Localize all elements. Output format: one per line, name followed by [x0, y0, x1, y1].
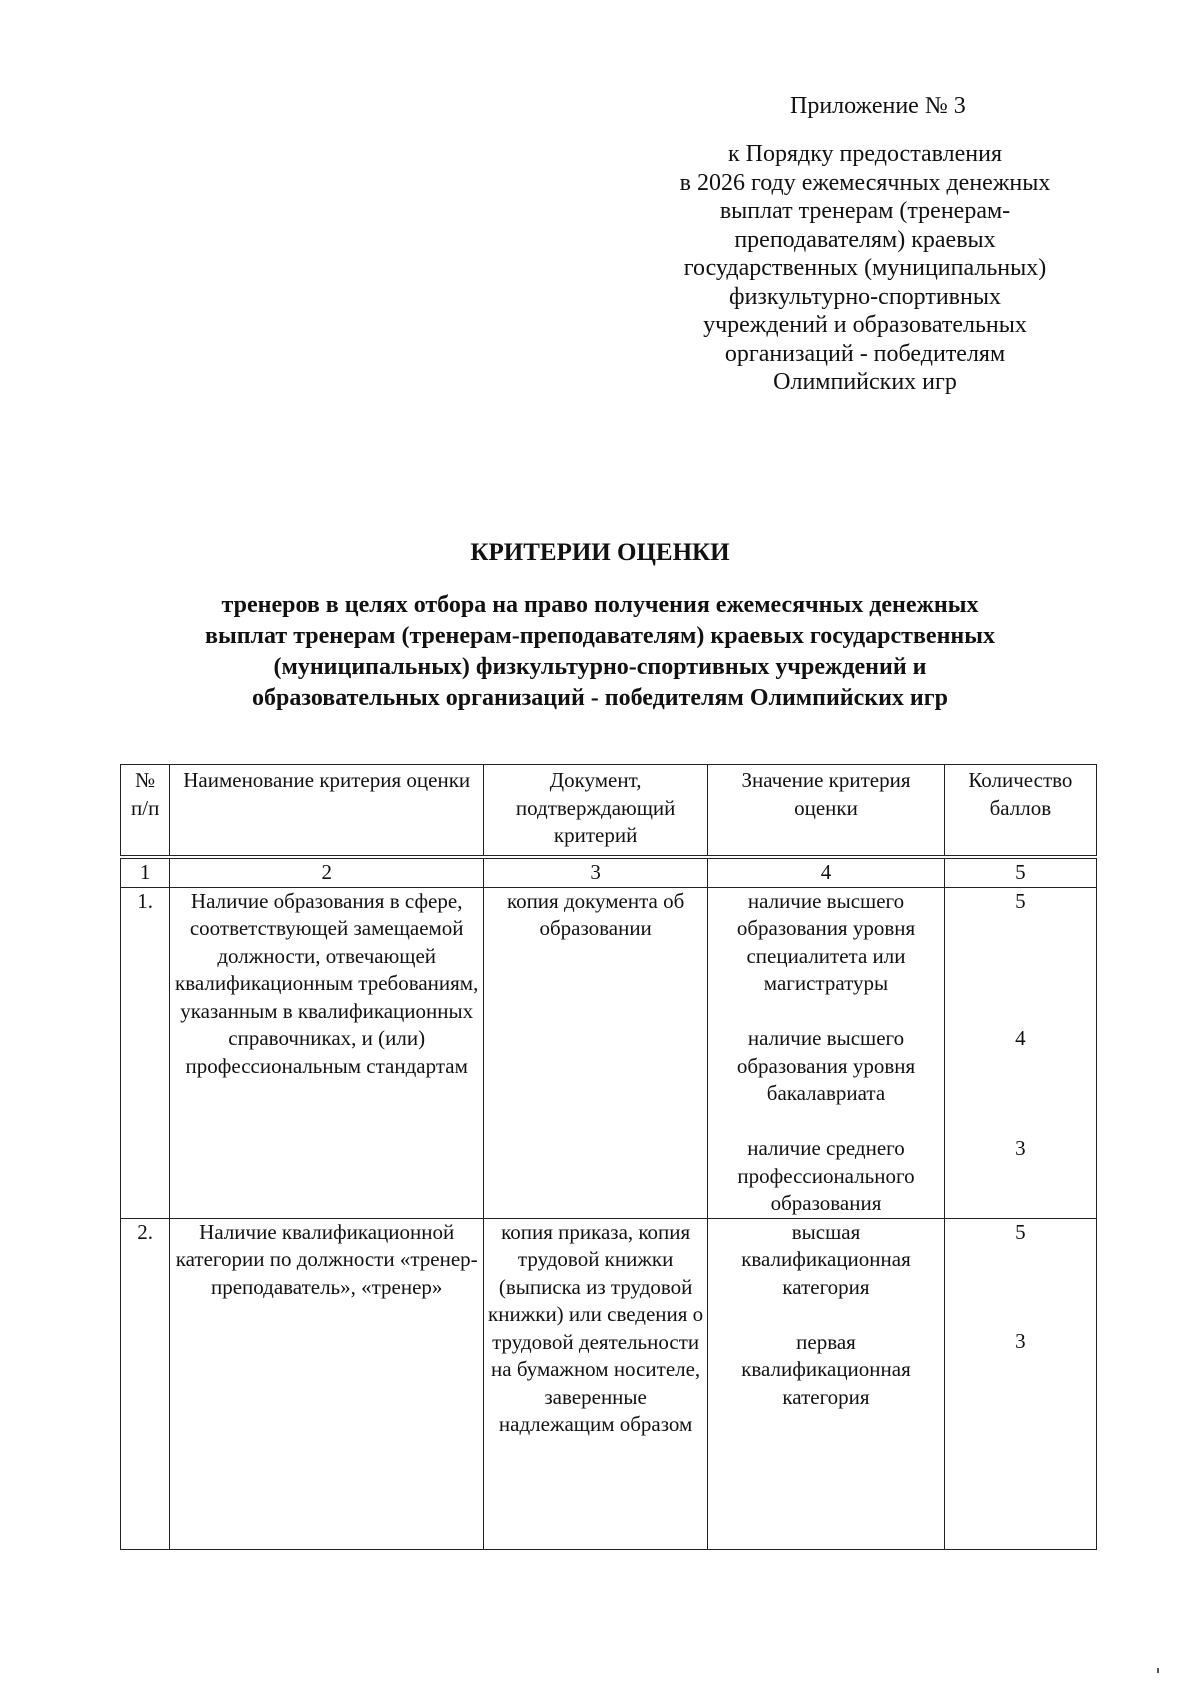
criterion-value: высшая квалификационная категория — [741, 1219, 911, 1299]
criterion-name: Наличие квалификационной категории по должности «тренер-преподаватель», «тренер» — [170, 1218, 484, 1549]
annex-line: выплат тренерам (тренерам- — [719, 198, 1011, 224]
annex-line: учреждений и образовательных — [703, 312, 1027, 338]
annex-reference — [630, 140, 1100, 397]
column-number: 4 — [708, 857, 945, 887]
annex-line: к Порядку предоставления — [727, 141, 1002, 167]
column-number: 3 — [484, 857, 708, 887]
points-value: 3 — [1015, 1329, 1026, 1353]
subtitle-line: тренеров в целях отбора на право получения ежемесячных денежных — [221, 592, 979, 618]
header-cell-num: № п/п — [121, 765, 170, 858]
header-cell-points: Количество баллов — [944, 765, 1096, 858]
criterion-name: Наличие образования в сфере, соответствующей замещаемой должности, отвечающей квалификационным требованиям, указанным в квалификационных справочниках, и (или) профессиональным стандартам — [170, 887, 484, 1218]
header-cell-value: Значение критерия оценки — [708, 765, 945, 858]
criterion-points — [944, 1218, 1096, 1549]
points-value: 5 — [1015, 888, 1026, 913]
annex-line: в 2026 году ежемесячных денежных — [679, 169, 1051, 196]
document-subtitle — [100, 590, 1100, 714]
points-value: 4 — [1015, 1026, 1026, 1050]
criterion-value: наличие высшего образования уровня специалитета или магистратуры — [736, 888, 916, 995]
scan-mark — [1157, 1668, 1159, 1673]
criterion-document: копия приказа, копия трудовой книжки (выписка из трудовой книжки) или сведения о трудовой деятельности на бумажном носителе, заверенные надлежащим образом — [484, 1218, 708, 1549]
column-number: 5 — [944, 857, 1096, 887]
table-row — [121, 887, 1097, 1218]
document-title: КРИТЕРИИ ОЦЕНКИ — [470, 539, 730, 566]
column-number: 1 — [121, 857, 170, 887]
criterion-document: копия документа об образовании — [484, 887, 708, 1218]
annex-line: организаций - победителям — [724, 340, 1006, 367]
criterion-value: наличие среднего профессионального образования — [737, 1136, 915, 1215]
column-number-row — [121, 857, 1097, 887]
criterion-points — [944, 887, 1096, 1218]
criterion-value: первая квалификационная категория — [741, 1329, 911, 1409]
header-cell-name: Наименование критерия оценки — [170, 765, 484, 858]
subtitle-line: образовательных организаций - победителям Олимпийских игр — [251, 685, 948, 711]
subtitle-line: выплат тренерам (тренерам-преподавателям) краевых государственных — [205, 623, 995, 649]
subtitle-line: (муниципальных) физкультурно-спортивных учреждений и — [273, 654, 927, 680]
criteria-table — [120, 764, 1097, 1550]
criterion-value: наличие высшего образования уровня бакалавриата — [736, 1026, 916, 1105]
column-number: 2 — [170, 857, 484, 887]
table-header-row — [121, 765, 1097, 858]
points-value: 5 — [1015, 1219, 1026, 1244]
criterion-values — [708, 1218, 945, 1549]
annex-line: государственных (муниципальных) — [683, 255, 1047, 281]
table-row — [121, 1218, 1097, 1549]
points-value: 3 — [1015, 1135, 1026, 1160]
annex-line: преподавателям) краевых — [734, 226, 996, 253]
annex-label: Приложение № 3 — [790, 93, 966, 119]
annex-line: физкультурно-спортивных — [729, 283, 1001, 310]
annex-line: Олимпийских игр — [773, 369, 957, 395]
header-cell-document: Документ, подтверждающий критерий — [484, 765, 708, 858]
criterion-values — [708, 887, 945, 1218]
row-number: 1. — [121, 887, 170, 1218]
row-number: 2. — [121, 1218, 170, 1549]
